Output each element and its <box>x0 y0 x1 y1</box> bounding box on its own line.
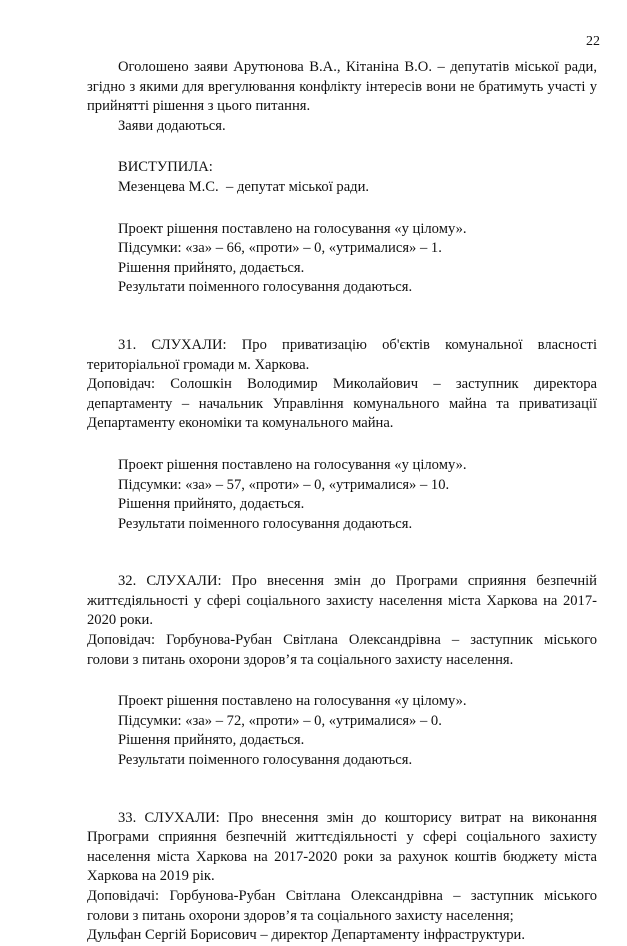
speaker-role: – депутат міської ради. <box>226 178 370 195</box>
item-32-decision: Рішення прийнято, додається. <box>118 732 305 749</box>
item-31-reporter: Доповідач: Солошкін Володимир Миколайович – заступник директора департаменту – начальник Управління комунального майна та приватизації Департаменту економіки та комунального майна. <box>87 376 597 432</box>
item-31-put-to-vote: Проект рішення поставлено на голосування «у цілому». <box>118 456 467 473</box>
speaker-name: Мезенцева М.С. <box>118 178 219 195</box>
item-32-reporter: Доповідач: Горбунова-Рубан Світлана Олександрівна – заступник міського голови з питань охорони здоров’я та соціального захисту населення. <box>87 632 597 668</box>
roll-call-results: Результати поіменного голосування додаються. <box>118 279 413 296</box>
conflict-statement: Оголошено заяви Арутюнова В.А., Кітаніна В.О. – депутатів міської ради, згідно з якими для врегулювання конфлікту інтересів вони не братимуть участі у прийнятті рішення з цього питання. <box>87 59 597 115</box>
item-32-put-to-vote: Проект рішення поставлено на голосування «у цілому». <box>118 693 467 710</box>
item-31-roll-call: Результати поіменного голосування додаються. <box>118 515 413 532</box>
statements-attached: Заяви додаються. <box>118 117 226 134</box>
vote-results: Підсумки: «за» – 66, «проти» – 0, «утрималися» – 1. <box>118 240 442 257</box>
document-body <box>87 58 597 946</box>
item-31-vote-results: Підсумки: «за» – 57, «проти» – 0, «утрималися» – 10. <box>118 476 450 493</box>
item-33-heard: 33. СЛУХАЛИ: Про внесення змін до кошторису витрат на виконання Програми сприяння безпечній життєдіяльності у сфері соціального захисту населення міста Харкова на 2017-2020 роки за рахунок коштів бюджету міста Харкова на 2019 рік. <box>87 809 597 885</box>
item-32-vote-results: Підсумки: «за» – 72, «проти» – 0, «утрималися» – 0. <box>118 712 442 729</box>
item-32-roll-call: Результати поіменного голосування додаються. <box>118 752 413 769</box>
item-31-heard: 31. СЛУХАЛИ: Про приватизацію об'єктів комунальної власності територіальної громади м. Харкова. <box>87 336 597 373</box>
item-32-heard: 32. СЛУХАЛИ: Про внесення змін до Програми сприяння безпечній життєдіяльності у сфері соціального захисту населення міста Харкова на 2017-2020 роки. <box>87 573 597 629</box>
speakers-heading: ВИСТУПИЛА: <box>118 159 213 176</box>
put-to-vote: Проект рішення поставлено на голосування «у цілому». <box>118 220 467 237</box>
item-33-reporter-1: Доповідачі: Горбунова-Рубан Світлана Олександрівна – заступник міського голови з питань охорони здоров’я та соціального захисту населення; <box>87 888 597 924</box>
speaker-line <box>87 178 597 198</box>
decision-adopted: Рішення прийнято, додається. <box>118 259 305 276</box>
item-31-decision: Рішення прийнято, додається. <box>118 496 305 513</box>
page-number: 22 <box>586 34 600 49</box>
item-33-reporter-2: Дульфан Сергій Борисович – директор Департаменту інфраструктури. <box>87 927 526 944</box>
